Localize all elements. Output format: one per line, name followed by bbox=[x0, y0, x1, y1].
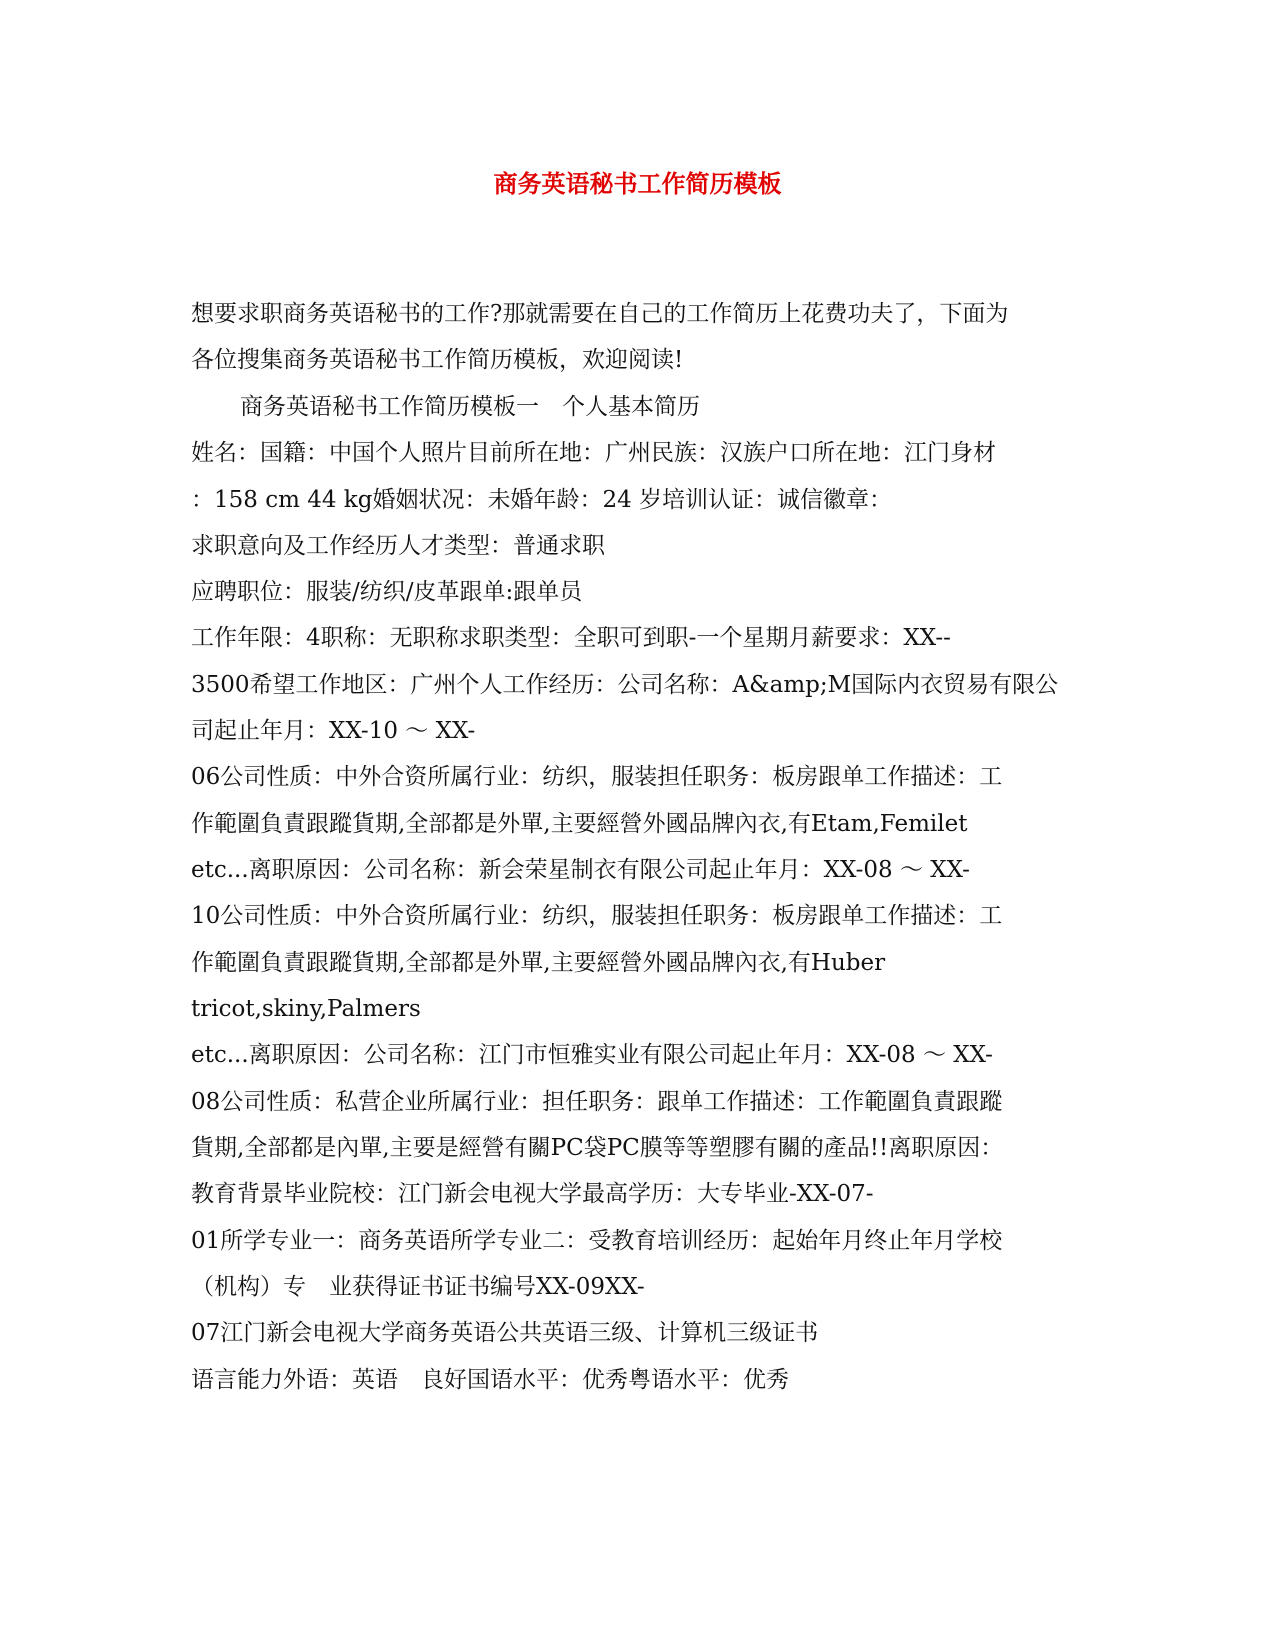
body-line: 司起止年月：XX-10 ～ XX- bbox=[191, 718, 476, 744]
body-line: 貨期,全部都是內單,主要是經營有關PC袋PC膜等等塑膠有關的產品!!离职原因： bbox=[191, 1135, 1004, 1161]
body-line: （机构）专 业获得证书证书编号XX-09XX- bbox=[191, 1274, 645, 1300]
body-line: tricot,skiny,Palmers bbox=[191, 996, 421, 1022]
body-line: ：158 cm 44 kg婚姻状况：未婚年龄：24 岁培训认证：诚信徽章： bbox=[191, 487, 893, 513]
section-heading: 商务英语秘书工作简历模板一 个人基本简历 bbox=[240, 394, 700, 420]
body-line: 3500希望工作地区：广州个人工作经历：公司名称：A&amp;M国际内衣贸易有限公 bbox=[191, 672, 1059, 698]
body-line: 01所学专业一：商务英语所学专业二：受教育培训经历：起始年月终止年月学校 bbox=[191, 1228, 1003, 1254]
body-line: 06公司性质：中外合资所属行业：纺织，服装担任职务：板房跟单工作描述：工 bbox=[191, 764, 1003, 790]
body-line: 语言能力外语：英语 良好国语水平：优秀粤语水平：优秀 bbox=[191, 1367, 789, 1393]
body-line: 08公司性质：私营企业所属行业：担任职务：跟单工作描述：工作範圍負責跟蹤 bbox=[191, 1089, 1003, 1115]
body-line: 求职意向及工作经历人才类型：普通求职 bbox=[191, 533, 605, 559]
document-title: 商务英语秘书工作简历模板 bbox=[493, 169, 782, 198]
body-line: 作範圍負責跟蹤貨期,全部都是外單,主要經營外國品牌內衣,有Huber bbox=[191, 950, 886, 976]
body-line: 姓名：国籍：中国个人照片目前所在地：广州民族：汉族户口所在地：江门身材 bbox=[191, 440, 996, 466]
intro-line-2: 各位搜集商务英语秘书工作简历模板，欢迎阅读! bbox=[191, 347, 684, 373]
intro-line-1: 想要求职商务英语秘书的工作?那就需要在自己的工作简历上花费功夫了，下面为 bbox=[191, 301, 1009, 327]
body-line: 07江门新会电视大学商务英语公共英语三级、计算机三级证书 bbox=[191, 1320, 819, 1346]
body-line: etc...离职原因：公司名称：江门市恒雅实业有限公司起止年月：XX-08 ～ XX- bbox=[191, 1042, 993, 1068]
body-line: 10公司性质：中外合资所属行业：纺织，服装担任职务：板房跟单工作描述：工 bbox=[191, 903, 1003, 929]
body-line: 作範圍負責跟蹤貨期,全部都是外單,主要經營外國品牌內衣,有Etam,Femilet bbox=[191, 811, 968, 837]
body-line: 工作年限：4职称：无职称求职类型：全职可到职-一个星期月薪要求：XX-- bbox=[191, 625, 951, 651]
body-line: 教育背景毕业院校：江门新会电视大学最高学历：大专毕业-XX-07- bbox=[191, 1181, 874, 1207]
body-line: 应聘职位：服装/纺织/皮革跟单:跟单员 bbox=[191, 579, 583, 605]
body-line: etc...离职原因：公司名称：新会荣星制衣有限公司起止年月：XX-08 ～ XX- bbox=[191, 857, 970, 883]
